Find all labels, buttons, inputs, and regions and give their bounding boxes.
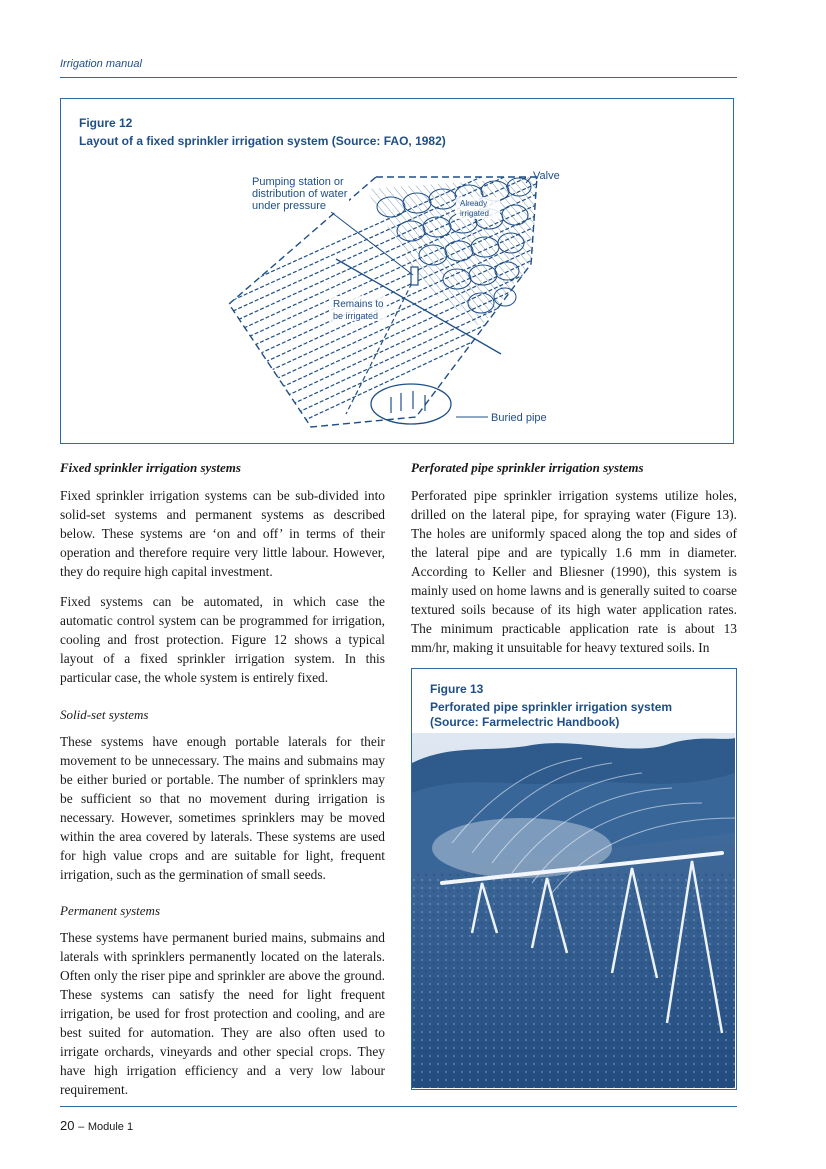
submain-line	[346, 269, 419, 414]
footer-separator: –	[78, 1121, 85, 1133]
solid-set-subheading: Solid-set systems	[60, 707, 149, 722]
label-already-2: irrigated	[460, 209, 489, 218]
figure-13-caption-2: (Source: Farmelectric Handbook)	[430, 715, 620, 729]
page-number: 20	[60, 1118, 75, 1133]
label-remains-2: be irrigated	[333, 311, 379, 321]
sprinkler-layout-diagram	[61, 99, 732, 442]
fixed-systems-heading: Fixed sprinkler irrigation systems	[60, 460, 241, 475]
label-remains-1: Remains to	[333, 299, 384, 310]
fixed-systems-para-1: Fixed sprinkler irrigation systems can be sub-divided into solid-set systems and permanent systems as described below. These systems are ‘on and off’ in terms of their operation and therefore require very little labour. However, they do require high capital investment.	[60, 488, 385, 579]
footer-rule	[60, 1106, 737, 1107]
perforated-heading: Perforated pipe sprinkler irrigation systems	[411, 460, 644, 475]
figure-12-number: Figure 12	[79, 116, 133, 130]
solid-set-para: These systems have enough portable laterals for their movement to be unnecessary. The mains and submains may be either buried or portable. The number of sprinklers may be sufficient so that no movement during irrigation is necessary. However, sometimes sprinklers may be moved within the area covered by laterals. These systems are used for high value crops and are suitable for light, frequent irrigation, such as the germination of small seeds.	[60, 734, 385, 882]
label-pumping-1: Pumping station or	[252, 176, 344, 188]
perforated-pipe-photo	[412, 733, 735, 1088]
perforated-para: Perforated pipe sprinkler irrigation systems utilize holes, drilled on the lateral pipe, for spraying water (Figure 13). The holes are uniformly spaced along the top and sides of the lateral pipe and are typically 1.6 mm in diameter. According to Keller and Bliesner (1990), this system is mainly used on home lawns and is generally suited to coarse textured soils because of its high water application rates. The minimum practicable application rate is about 13 mm/hr, making it unsuitable for heavy textured soils. In	[411, 488, 737, 655]
footer-module: Module 1	[87, 1121, 134, 1133]
label-pumping-2: distribution of water	[252, 188, 348, 200]
label-buried-pipe: Buried pipe	[491, 412, 547, 424]
footer	[60, 1118, 133, 1133]
running-header: Irrigation manual	[60, 58, 142, 70]
permanent-subheading: Permanent systems	[60, 903, 161, 918]
figure-12-box	[60, 98, 734, 444]
figure-12-caption: Layout of a fixed sprinkler irrigation system (Source: FAO, 1982)	[79, 134, 446, 148]
label-valve: Valve	[533, 170, 560, 182]
fixed-systems-para-2: Fixed systems can be automated, in which case the automatic control system can be programmed for irrigation, cooling and frost protection. Figure 12 shows a typical layout of a fixed sprinkler irrigation system. In this particular case, the whole system is entirely fixed.	[60, 594, 385, 685]
label-already-1: Already	[460, 199, 488, 208]
figure-13-box	[411, 668, 737, 1090]
header-rule	[60, 77, 737, 78]
label-pumping-3: under pressure	[252, 200, 326, 212]
permanent-para: These systems have permanent buried mains, submains and laterals with sprinklers permanently located on the laterals. Often only the riser pipe and sprinkler are above the ground. These systems can satisfy the need for light frequent irrigation, be used for frost protection and cooling, and are best suited for automation. They are also often used to irrigate orchards, vineyards and other special crops. They have high irrigation efficiency and a very low labour requirement.	[60, 930, 385, 1097]
pump-icon	[411, 267, 418, 285]
figure-13-number: Figure 13	[430, 682, 484, 696]
figure-13-caption-1: Perforated pipe sprinkler irrigation system	[430, 700, 673, 714]
